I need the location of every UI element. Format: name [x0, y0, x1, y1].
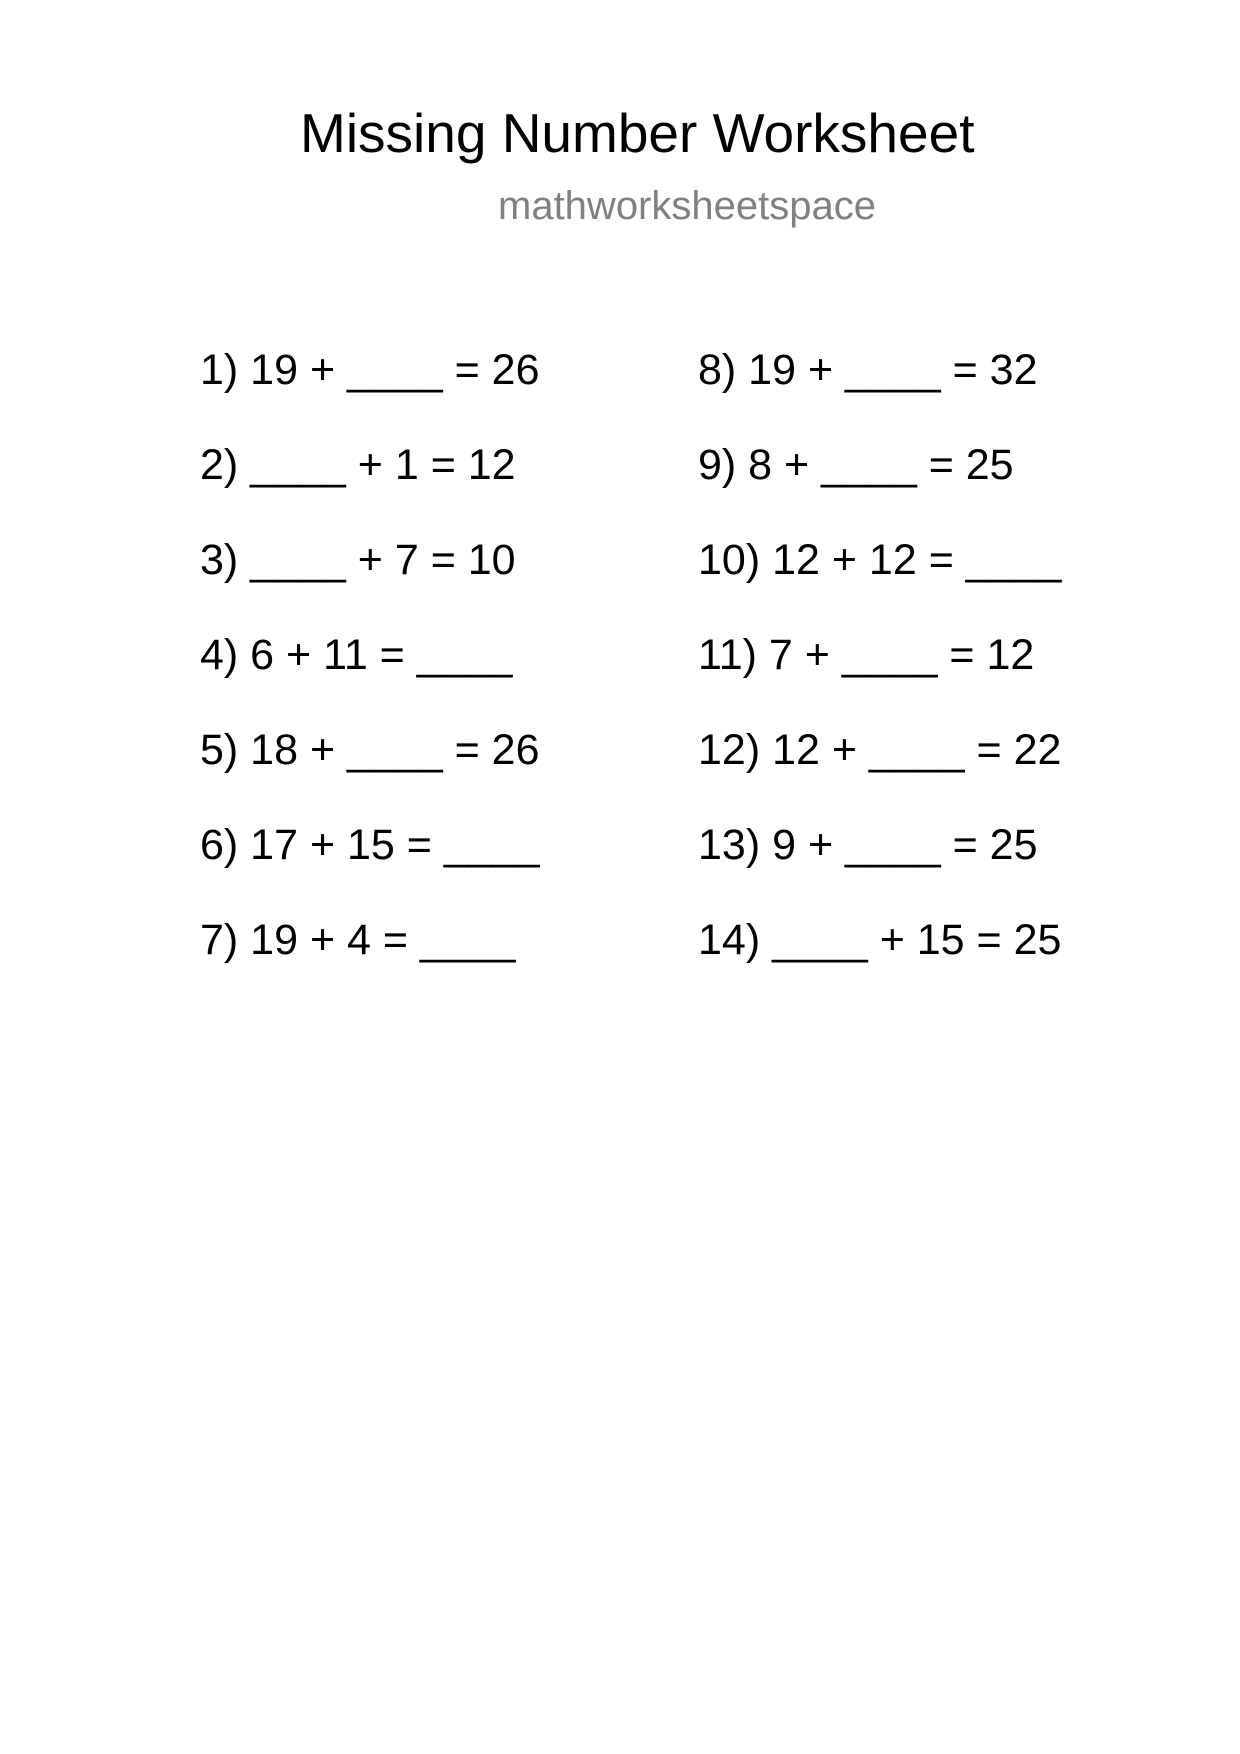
problems-left-column	[200, 344, 540, 1009]
problems-right-column	[698, 344, 1061, 1009]
problem-3: 3) ____ + 7 = 10	[200, 536, 516, 584]
problem-9: 9) 8 + ____ = 25	[698, 441, 1014, 489]
worksheet-subtitle: mathworksheetspace	[498, 184, 876, 228]
problem-4: 4) 6 + 11 = ____	[200, 631, 513, 679]
problem-5: 5) 18 + ____ = 26	[200, 726, 540, 774]
problem-7: 7) 19 + 4 = ____	[200, 916, 516, 964]
worksheet-title: Missing Number Worksheet	[300, 102, 975, 164]
problem-1: 1) 19 + ____ = 26	[200, 346, 540, 394]
problem-12: 12) 12 + ____ = 22	[698, 726, 1062, 774]
problem-2: 2) ____ + 1 = 12	[200, 441, 516, 489]
problem-11: 11) 7 + ____ = 12	[698, 631, 1035, 679]
problem-8: 8) 19 + ____ = 32	[698, 346, 1038, 394]
problem-6: 6) 17 + 15 = ____	[200, 821, 540, 869]
problem-13: 13) 9 + ____ = 25	[698, 821, 1038, 869]
problem-10: 10) 12 + 12 = ____	[698, 536, 1062, 584]
problem-14: 14) ____ + 15 = 25	[698, 916, 1062, 964]
